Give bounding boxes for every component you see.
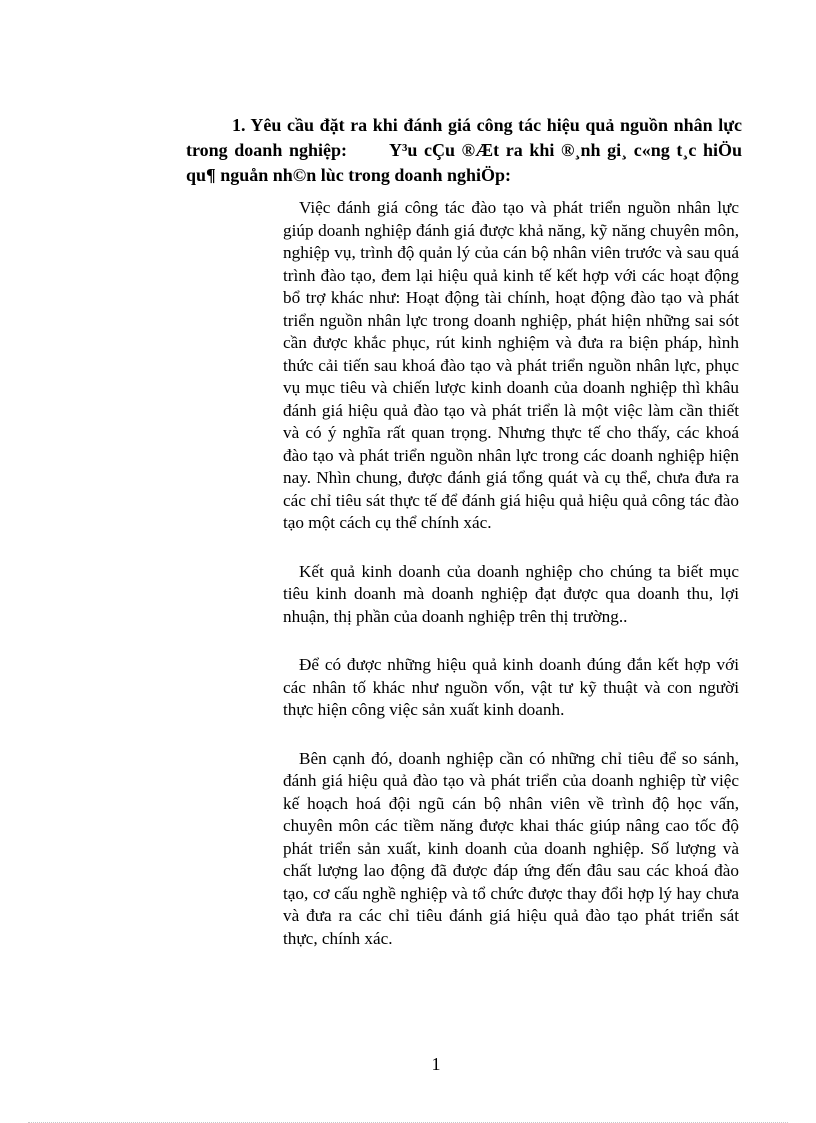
- body-text: [283, 197, 739, 976]
- heading-text: 1. Yêu cầu đặt ra khi đánh giá công tác hiệu quả nguồn nhân lực trong doanh nghiệp:: [186, 115, 742, 160]
- paragraph-4: Bên cạnh đó, doanh nghiệp cần có những chỉ tiêu để so sánh, đánh giá hiệu quả đào tạo và phát triển của doanh nghiệp từ việc kế hoạch hoá đội ngũ cán bộ nhân viên về trình độ học vấn, chuyên môn các tiềm năng được khai thác giúp nâng cao tốc độ phát triển sản xuất, kinh doanh của doanh nghiệp. Số lượng và chất lượng lao động đã được đáp ứng đến đâu sau các khoá đào tạo, cơ cấu nghề nghiệp và tổ chức được thay đổi hợp lý hay chưa và đưa ra các chỉ tiêu đánh giá hiệu quả đào tạo phát triển sát thực, chính xác.: [283, 748, 739, 948]
- page-number: 1: [431, 1054, 441, 1074]
- heading-legacy-encoding-text: Y³u cÇu ®Æt ra khi ®¸nh gi¸ c«ng t¸c hiÖu qu¶ nguån nh©n lùc trong doanh nghiÖp:: [186, 140, 742, 185]
- paragraph-3: Để có được những hiệu quả kinh doanh đúng đắn kết hợp với các nhân tố khác như nguồn vốn, vật tư kỹ thuật và con người thực hiện công việc sản xuất kinh doanh.: [283, 655, 739, 719]
- paragraph-1: Việc đánh giá công tác đào tạo và phát triển nguồn nhân lực giúp doanh nghiệp đánh giá được khả năng, kỹ năng chuyên môn, nghiệp vụ, trình độ quản lý của cán bộ nhân viên trước và sau quá trình đào tạo, đem lại hiệu quả kinh tế kết hợp với các hoạt động bổ trợ khác như: Hoạt động tài chính, hoạt động đào tạo và phát triển nguồn nhân lực trong doanh nghiệp, phát hiện những sai sót cần được khắc phục, rút kinh nghiệm và đưa ra biện pháp, hình thức cải tiến sau khoá đào tạo và phát triển nguồn nhân lực, phục vụ mục tiêu và chiến lược kinh doanh của doanh nghiệp thì khâu đánh giá hiệu quả đào tạo và phát triển là một việc làm cần thiết và có ý nghĩa rất quan trọng. Nhưng thực tế cho thấy, các khoá đào tạo và phát triển nguồn nhân lực trong các doanh nghiệp hiện nay. Nhìn chung, được đánh giá tổng quát và cụ thể, chưa đưa ra các chỉ tiêu sát thực tế để đánh giá hiệu quả hiệu quả công tác đào tạo một cách cụ thể chính xác.: [283, 198, 739, 532]
- paragraph-2: Kết quả kinh doanh của doanh nghiệp cho chúng ta biết mục tiêu kinh doanh mà doanh nghiệp đạt được qua doanh thu, lợi nhuận, thị phần của doanh nghiệp trên thị trường..: [283, 561, 739, 626]
- section-heading: [186, 113, 742, 188]
